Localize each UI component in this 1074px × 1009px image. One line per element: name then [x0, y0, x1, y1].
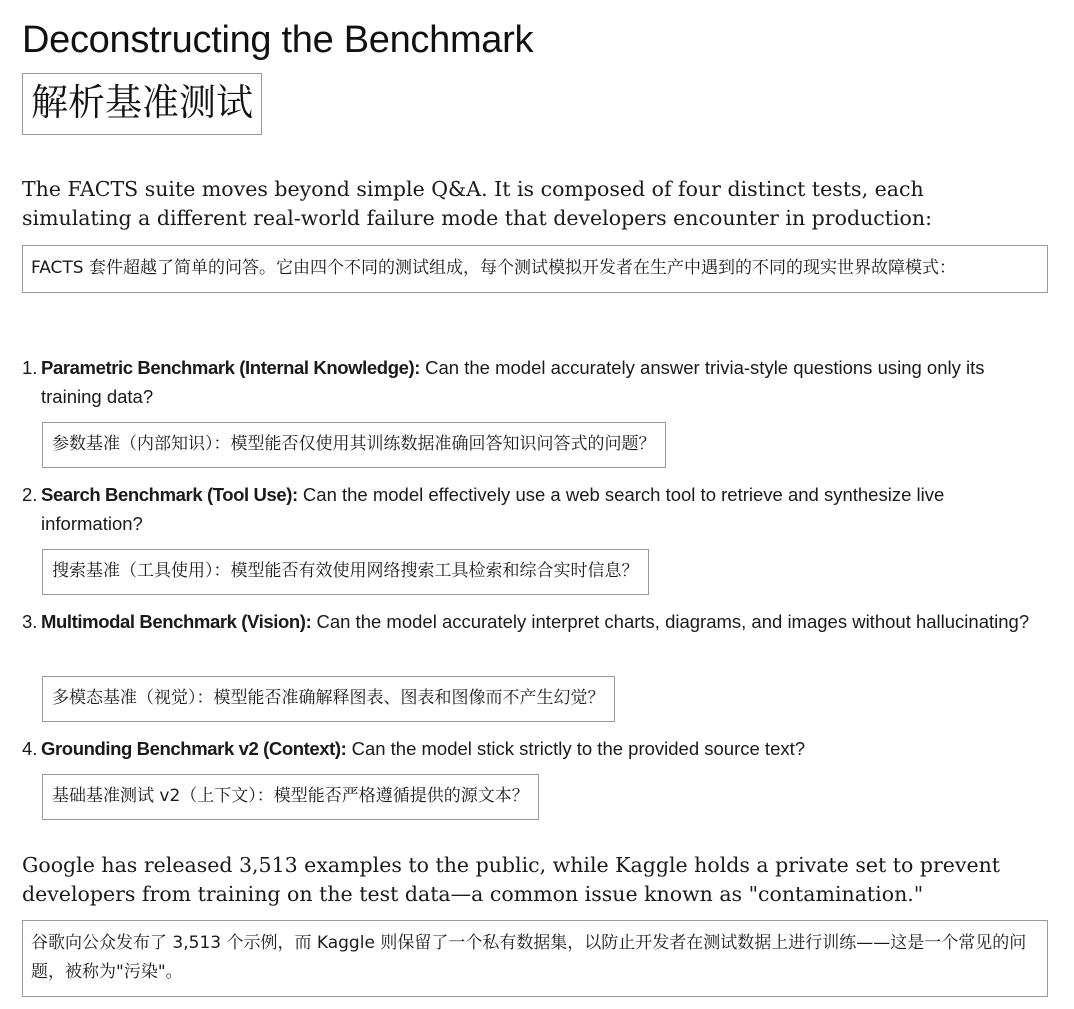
benchmark-description: Can the model effectively use a web search tool to retrieve and synthesize live information? — [41, 484, 945, 534]
benchmark-term: Grounding Benchmark v2 (Context): — [41, 738, 347, 759]
closing-translation: 谷歌向公众发布了 3,513 个示例，而 Kaggle 则保留了一个私有数据集，以防止开发者在测试数据上进行训练——这是一个常见的问题，被称为"污染"。 — [22, 920, 1048, 997]
benchmark-translation: 多模态基准（视觉）：模型能否准确解释图表、图表和图像而不产生幻觉？ — [42, 676, 615, 722]
intro-paragraph: The FACTS suite moves beyond simple Q&A. It is composed of four distinct tests, each simulating a different real-world failure mode that developers encounter in production: — [22, 177, 932, 230]
section-title: Deconstructing the Benchmark — [22, 19, 534, 61]
benchmark-translation: 基础基准测试 v2（上下文）：模型能否严格遵循提供的源文本？ — [42, 774, 539, 820]
intro-translation: FACTS 套件超越了简单的问答。它由四个不同的测试组成，每个测试模拟开发者在生产中遇到的不同的现实世界故障模式： — [22, 245, 1048, 293]
benchmark-description: Can the model accurately interpret charts, diagrams, and images without hallucinating? — [311, 611, 1030, 632]
benchmark-list-item — [22, 353, 1048, 411]
benchmark-term: Search Benchmark (Tool Use): — [41, 484, 298, 505]
list-number: 2. — [22, 484, 38, 505]
benchmark-description: Can the model stick strictly to the provided source text? — [346, 738, 806, 759]
benchmark-list-item — [22, 480, 1048, 538]
benchmark-list-item — [22, 607, 1048, 636]
benchmark-description: Can the model accurately answer trivia-style questions using only its training data? — [41, 357, 985, 407]
benchmark-list-item — [22, 734, 1048, 763]
benchmark-term: Multimodal Benchmark (Vision): — [41, 611, 312, 632]
benchmark-translation: 参数基准（内部知识）：模型能否仅使用其训练数据准确回答知识问答式的问题？ — [42, 422, 666, 468]
benchmark-translation: 搜索基准（工具使用）：模型能否有效使用网络搜索工具检索和综合实时信息？ — [42, 549, 649, 595]
benchmark-term: Parametric Benchmark (Internal Knowledge): — [41, 357, 420, 378]
list-number: 4. — [22, 738, 38, 759]
list-number: 3. — [22, 611, 38, 632]
section-title-translation: 解析基准测试 — [22, 73, 262, 135]
list-number: 1. — [22, 357, 38, 378]
closing-paragraph: Google has released 3,513 examples to the public, while Kaggle holds a private set to prevent developers from training on the test data—a common issue known as "contamination." — [22, 853, 1001, 906]
